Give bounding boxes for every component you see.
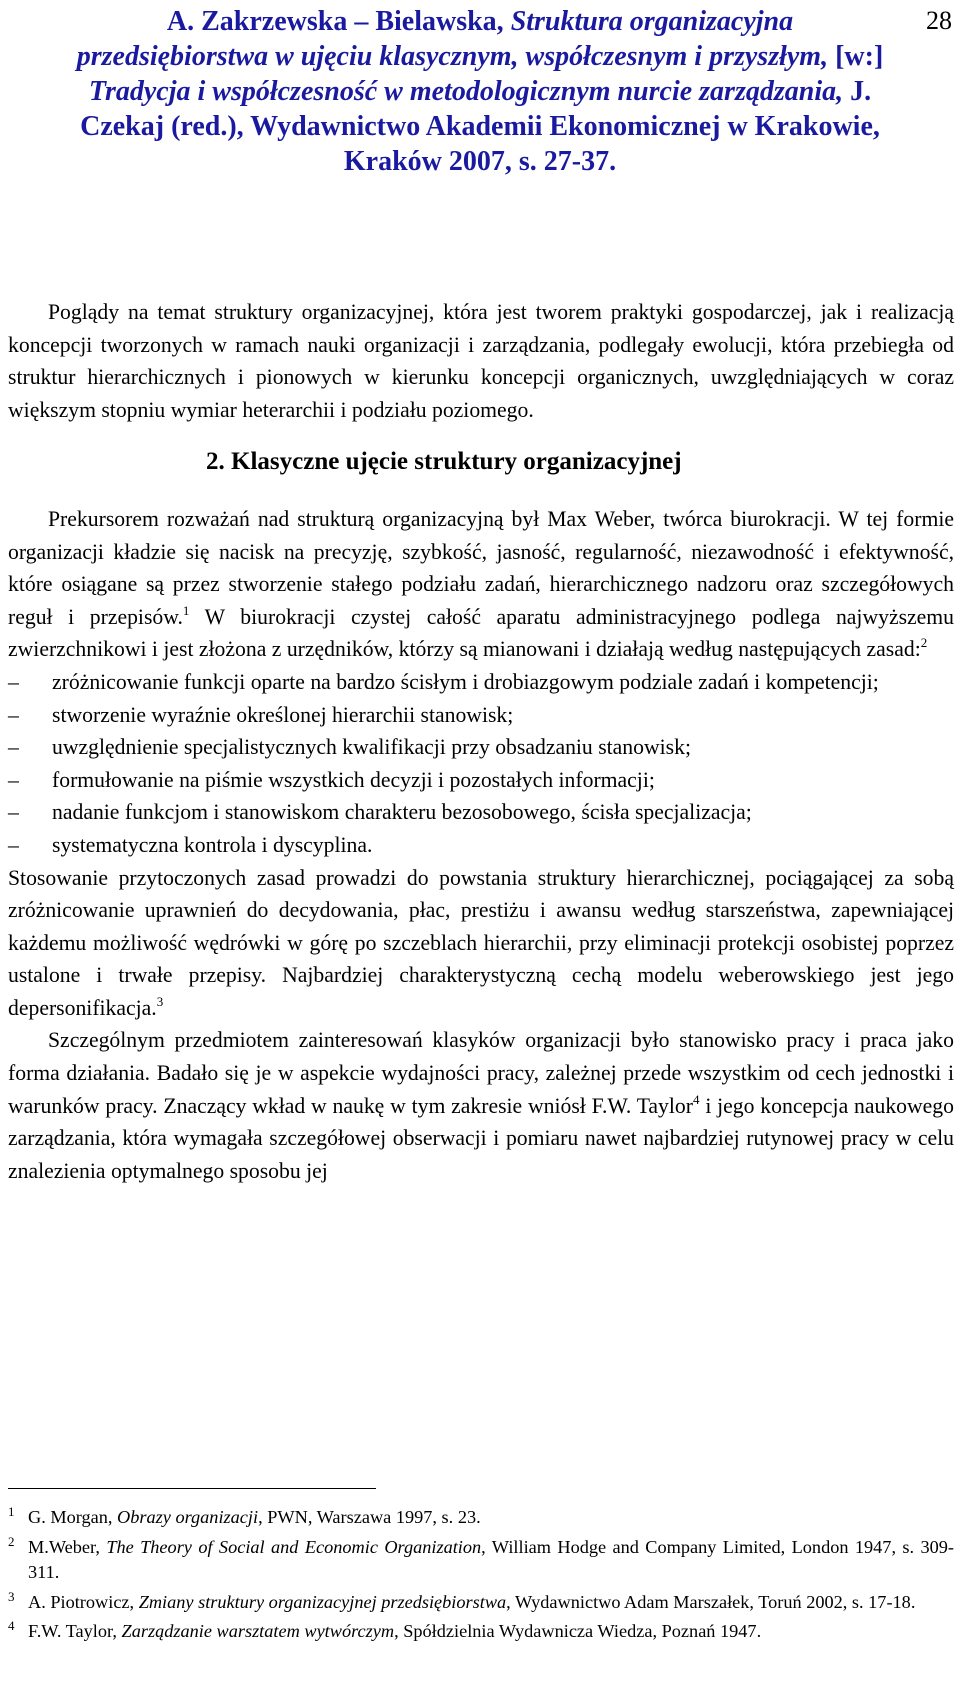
footnote-number: 1	[8, 1504, 15, 1519]
footnote-ref-3[interactable]: 3	[156, 993, 164, 1009]
intro-paragraph: Poglądy na temat struktury organizacyjnej, która jest tworem praktyki gospodarczej, jak i realizacją koncepcji tworzonych w ramach nauki organizacji i zarządzania, podlegały ewolucji, która przebiegła od struktur hierarchicznych i pionowych w kierunku koncepcji organicznych, uwzględniających w coraz większym stopniu wymiar heterarchii i podziału poziomego.	[8, 300, 954, 422]
list-item: – uwzględnienie specjalistycznych kwalifikacji przy obsadzaniu stanowisk;	[8, 731, 954, 764]
paragraph-taylor-part2: i jego koncepcja naukowego zarządzania, która wymagała szczegółowej obserwacji i pomiaru nawet najbardziej rutynowej pracy w celu znalezienia optymalnego sposobu jej	[8, 1093, 954, 1183]
page-number: 28	[926, 6, 952, 35]
list-item: – systematyczna kontrola i dyscyplina.	[8, 829, 954, 862]
paragraph-taylor-part1: Szczególnym przedmiotem zainteresowań klasyków organizacji było stanowisko pracy i praca jako forma działania. Badało się je w aspekcie wydajności pracy, zależnej przede wszystkim od cech jednostki i warunków pracy. Znaczący wkład w naukę w tym zakresie wniósł F.W. Taylor	[8, 1028, 954, 1118]
header-title: Struktura organizacyjna przedsiębiorstwa w ujęciu klasycznym, współczesnym i przyszłym,	[76, 6, 829, 72]
header-book: Tradycja i współczesność w metodologicznym nurcie zarządzania,	[88, 76, 844, 107]
footnotes	[8, 1505, 954, 1649]
footnote-1	[8, 1505, 954, 1531]
list-item: – zróżnicowanie funkcji oparte na bardzo ścisłym i drobiazgowym podziale zadań i kompetencji;	[8, 666, 954, 699]
header-in: [w:]	[835, 41, 884, 72]
paragraph-weber-part2: W biurokracji czystej całość aparatu administracyjnego podlega najwyższemu zwierzchnikowi i jest złożona z urzędników, którzy są mianowani i działają według następujących zasad:	[8, 604, 954, 662]
footnote-divider	[8, 1488, 376, 1489]
footnote-publisher: , William Hodge and Company Limited, London 1947, s. 309-311.	[28, 1536, 955, 1583]
principles-list	[8, 666, 954, 862]
header-publisher: J. Czekaj (red.), Wydawnictwo Akademii Ekonomicznej w Krakowie, Kraków 2007, s. 27-37.	[80, 76, 880, 177]
header-author: A. Zakrzewska – Bielawska,	[166, 6, 504, 37]
section-heading: 2. Klasyczne ujęcie struktury organizacyjnej	[206, 448, 682, 476]
footnote-author: A. Piotrowicz,	[28, 1591, 139, 1612]
footnote-author: F.W. Taylor,	[28, 1621, 122, 1642]
footnote-title: Obrazy organizacji	[117, 1507, 259, 1527]
footnote-2	[8, 1535, 954, 1586]
paragraph-hierarchy-text: Stosowanie przytoczonych zasad prowadzi do powstania struktury hierarchicznej, pociągającej za sobą zróżnicowanie uprawnień do decydowania, płac, prestiżu i awansu według starszeństwa, zapewniającej każdemu możliwość wędrówki w górę po szczeblach hierarchii, przy eliminacji protekcji osobistej poprzez ustalone i trwałe przepisy. Najbardziej charakterystyczną cechą modelu weberowskiego jest jego depersonifikacja.	[8, 865, 954, 1020]
footnote-author: G. Morgan,	[28, 1507, 118, 1527]
citation-header	[70, 4, 890, 179]
paragraph-weber	[8, 503, 954, 666]
footnote-number: 4	[8, 1618, 15, 1634]
list-item: – formułowanie na piśmie wszystkich decyzji i pozostałych informacji;	[8, 764, 954, 797]
footnote-number: 3	[8, 1588, 15, 1604]
footnote-4	[8, 1619, 954, 1645]
footnote-publisher: , Spółdzielnia Wydawnicza Wiedza, Poznań 1947.	[394, 1621, 762, 1642]
list-item: – nadanie funkcjom i stanowiskom charakteru bezosobowego, ścisła specjalizacja;	[8, 796, 954, 829]
footnote-ref-4[interactable]: 4	[693, 1091, 700, 1107]
paragraph-hierarchy	[8, 862, 954, 1025]
list-item: – stworzenie wyraźnie określonej hierarchii stanowisk;	[8, 699, 954, 732]
paragraph-weber-part1: Prekursorem rozważań nad strukturą organizacyjną był Max Weber, twórca biurokracji. W tej formie organizacji kładzie się nacisk na precyzję, szybkość, jasność, regularność, niezawodność i efektywność, które osiągane są przez stworzenie stałego podziału zadań, hierarchicznego nadzoru oraz szczegółowych reguł i przepisów.	[8, 506, 954, 629]
footnote-title: Zarządzanie warsztatem wytwórczym	[121, 1621, 395, 1642]
main-text	[8, 296, 954, 1187]
footnote-title: Zmiany struktury organizacyjnej przedsiębiorstwa	[138, 1591, 507, 1612]
footnote-title: The Theory of Social and Economic Organization	[106, 1536, 482, 1557]
footnote-number: 2	[8, 1533, 15, 1549]
footnote-ref-2[interactable]: 2	[920, 635, 928, 651]
footnote-3	[8, 1590, 954, 1616]
footnote-author: M.Weber,	[28, 1536, 107, 1557]
footnote-publisher: , PWN, Warszawa 1997, s. 23.	[258, 1507, 481, 1527]
footnote-ref-1[interactable]: 1	[182, 602, 190, 618]
footnote-publisher: , Wydawnictwo Adam Marszałek, Toruń 2002, s. 17-18.	[506, 1591, 916, 1612]
paragraph-taylor	[8, 1024, 954, 1187]
